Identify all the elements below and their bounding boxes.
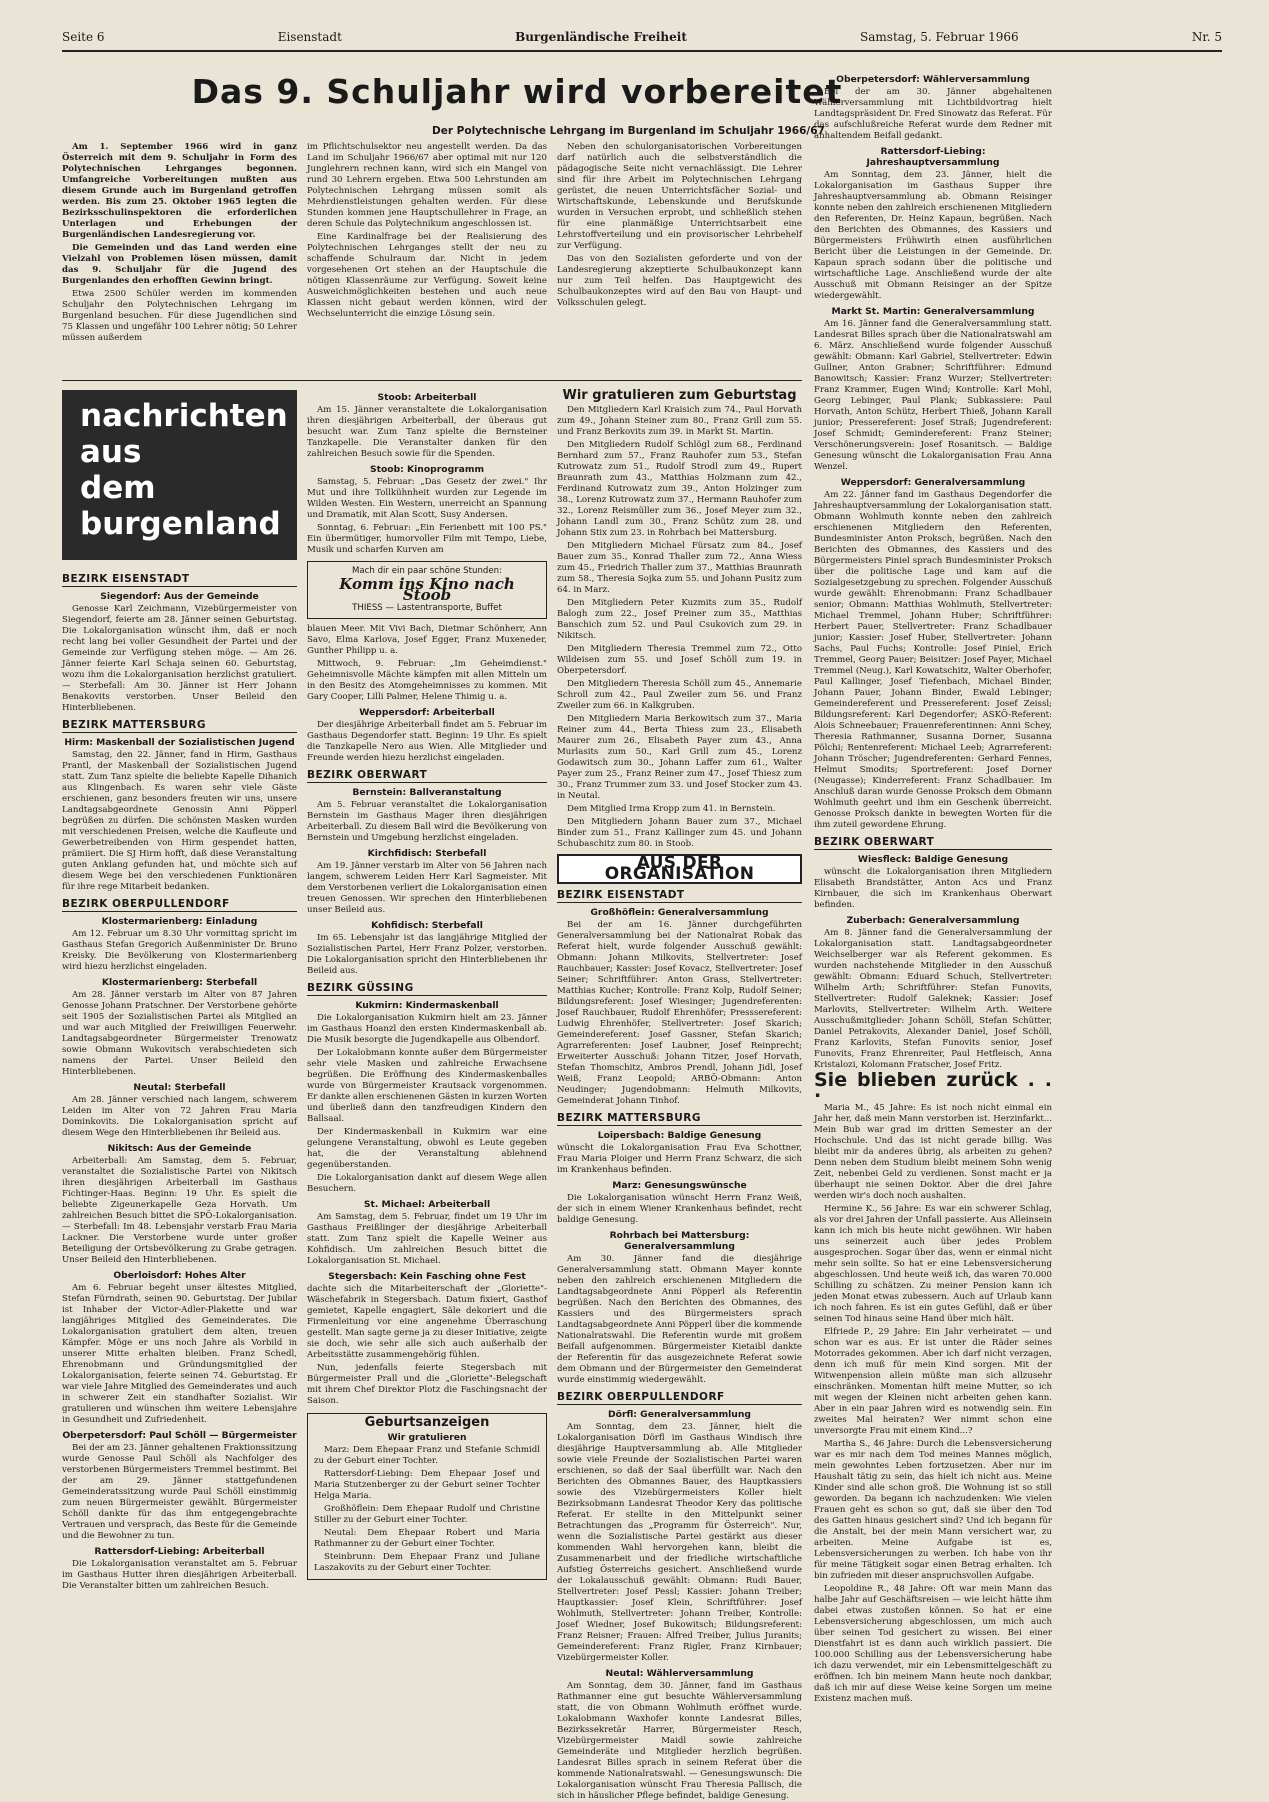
gratulieren-title: Wir gratulieren zum Geburtstag — [562, 388, 797, 403]
c1-s2: Samstag, den 22. Jänner, fand in Hirm, Gasthaus Prantl, der Maskenball der Sozialistischen Jugend statt. Zum Tanz spielte die beliebte Kapelle Dihanich aus Klingenbach. Es waren sehr viele Gäste erschienen, ganz besonders freuten wir uns, unsere Landtagsabgeordnete Genossin Anni Pöpperl begrüßen zu dürfen. Die schönsten Masken wurden mit verschiedenen Preisen, welche die Kaufleute und Gewerbetreibenden von Hirm gespendet hatten, prämiiert. Die SJ Hirm hofft, daß diese Veranstaltung guten Anklang gefunden hat, und möchte sich auf diesem Wege bei den verschiedenen Funktionären für ihre rege Mitarbeit bedanken. — [62, 750, 297, 892]
lead-p2: Die Gemeinden und das Land werden eine Vielzahl von Problemen lösen müssen, damit das 9. Schuljahr für die Jugend des Burgenlandes den erhofften Gewinn bringt. — [62, 243, 297, 286]
c2-s3: Der diesjährige Arbeiterball findet am 5. Februar im Gasthaus Degendorfer statt. Beginn: 19 Uhr. Es spielt die Tanzkapelle Nero aus Wien. Alle Mitglieder und Freunde werden hiezu herzlichst eingeladen. — [307, 720, 547, 763]
c2-s9: dachte sich die Mitarbeiterschaft der „Gloriette"-Wäschefabrik in Stegersbach. Datum fixiert, Gasthof gemietet, Kapelle engagiert, Säle dekoriert und die Firmenleitung vor eine angenehme Überraschung gestellt. Man sagte gerne ja zu dieser Initiative, zeigte sie doch, wie sehr alle sich auch außerhalb der Arbeitsstätte zusammengehörig fühlen. — [307, 1284, 547, 1360]
c1-s7-title: Oberloisdorf: Hohes Alter — [113, 1270, 246, 1281]
c4-s4: Am 22. Jänner fand im Gasthaus Degendorfer die Jahreshauptversammlung der Lokalorganisation statt. Obmann Wohlmuth konnte neben den zahlreich erschienenen Mitgliedern den Referenten, Bundesminister Anton Proksch, begrüßen. Nach den Berichten des Obmannes, des Kassiers und des Bürgermeisters Piniel sprach Bundesminister Proksch über die politische Lage und kam auf die Sozialgesetzgebung zu sprechen. Folgender Ausschuß wurde gewählt: Ehrenobmann: Franz Schadlbauer senior; Obmann: Matthias Wohlmuth, Stellvertreter: Michael Tremmel, Johann Huber; Schriftführer: Herbert Pauer, Stellvertreter: Franz Schadlbauer junior; Kassier: Josef Huber, Stellvertreter: Johann Sachs, Paul Fuchs; Kontrolle: Josef Piniel, Erich Tremmel, Georg Pauer; Beisitzer: Josef Payer, Michael Tremmel (Neug.), Karl Kowatschitz, Walter Oberhofer, Paul Kallinger, Josef Tiefenbach, Michael Binder, Johann Pauer, Johann Binder, Ewald Lebinger; Gemeindereferent und Pressereferent: Josef Zeissl; Bildungsreferent: Karl Degendorfer; ASKÖ-Referent: Alois Schneebauer; Frauenreferentinnen: Anni Schey, Theresia Rathmanner, Susanna Dorner, Susanna Pölchi; Rentenreferent: Michael Leeb; Agrarreferent: Johann Tröscher; Jugendreferenten: Gerhard Fennes, Helmut Smodits; Sportreferent: Josef Dorner (Neugasse); Kinderreferent: Franz Schadlbauer. Im Anschluß daran wurde Genosse Proksch dem Obmann Wohlmuth geehrt und ihm ein Geschenk überreicht. Genosse Proksch dankte in bewegten Worten für die ihm zuteil gewordene Ehrung. — [814, 490, 1052, 830]
geb-4: Neutal: Dem Ehepaar Robert und Maria Rathmanner zu der Geburt einer Tochter. — [314, 1528, 540, 1549]
c1-bezirk-oberpullendorf: BEZIRK OBERPULLENDORF — [62, 899, 297, 912]
box-line-3: dem — [80, 470, 156, 506]
c2-s8-title: St. Michael: Arbeiterball — [363, 1199, 491, 1210]
c4-b3: Elfriede P., 29 Jahre: Ein Jahr verheiratet — und schon war es aus. Er ist unter die Räder seines Motorrades gekommen. Aber ich darf nicht verzagen, denn ich muß für mein Kind sorgen. Mit der Witwenpension allein müßte man sich allzusehr einschränken. Momentan hilft meine Mutter, so ich mit wegen der Kleinen nicht arbeiten gehen kann. Aber in ein paar Jahren wird es notwendig sein. Ein zweites Mal heiraten? Wer nimmt schon eine unversorgte Frau mit einem Kind...? — [814, 1327, 1052, 1436]
c3-bezirk-mattersburg: BEZIRK MATTERSBURG — [557, 1113, 802, 1126]
issue-number: Nr. 5 — [1191, 30, 1222, 44]
c3-s5-title: Dörfl: Generalversammlung — [608, 1409, 751, 1420]
c1-bezirk-eisenstadt: BEZIRK EISENSTADT — [62, 574, 297, 587]
col-4 — [814, 70, 1052, 1775]
divider — [62, 380, 802, 381]
kino-ad — [307, 561, 547, 619]
c3-g6: Den Mitgliedern Theresia Schöll zum 45., Annemarie Schroll zum 42., Paul Zweiler zum 56. und Franz Zweiler zum 66. in Kalkgruben. — [557, 679, 802, 711]
nachrichten-box — [62, 390, 297, 560]
geb-3: Großhöflein: Dem Ehepaar Rudolf und Christine Stiller zu der Geburt einer Tochter. — [314, 1504, 540, 1525]
c1-s1: Genosse Karl Zeichmann, Vizebürgermeister von Siegendorf, feierte am 28. Jänner seinen Geburtstag. Die Lokalorganisation wünscht ihm, daß er noch recht lang bei voller Gesundheit der Partei und der Gemeinde zur Verfügung stehen möge. — Am 26. Jänner feierte Karl Schaja seinen 60. Geburtstag, wozu ihm die Lokalorganisation herzlichst gratuliert. — Sterbefall: Am 30. Jänner ist Herr Johann Benakovits verstorben. Unser Beileid den Hinterbliebenen. — [62, 604, 297, 713]
c4-s6: Am 8. Jänner fand die Generalversammlung der Lokalorganisation statt. Landtagsabgeordneter Weichselberger war als Referent gekommen. Es wurden nachstehende Mitglieder in den Ausschuß gewählt: Obmann: Eduard Schuch, Stellvertreter: Wilhelm Arth; Schriftführer: Stefan Funovits, Stellvertreter: Rudolf Galeknek; Kassier: Josef Marlovits, Stellvertreter: Wilhelm Arth. Weitere Ausschußmitglieder: Johann Schöll, Stefan Schütter, Daniel Petrakovits, Alexander Daniel, Josef Schöll, Franz Karlovits, Stefan Funovits senior, Josef Funovits, Franz Ehrenreiter, Paul Hetfleisch, Anna Kristalozi, Kolomann Fratscher, Josef Fritz. — [814, 928, 1052, 1070]
geb-2: Rattersdorf-Liebing: Dem Ehepaar Josef und Maria Stutzenberger zu der Geburt seiner Tochter Helga Maria. — [314, 1469, 540, 1501]
c4-s5-title: Wiesfleck: Baldige Genesung — [857, 854, 1009, 865]
ad-line-1: Mach dir ein paar schöne Stunden: — [352, 566, 502, 576]
c3-s4: Am 30. Jänner fand die diesjährige Generalversammlung statt. Obmann Mayer konnte neben den zahlreich erschienenen Mitgliedern die Landtagsabgeordnete Anni Pöpperl als Referentin begrüßen. Nach den Berichten des Obmannes, des Kassiers und des Bürgermeisters sprach Landtagsabgeordnete Anni Pöpperl über die kommende Nationalratswahl. Die Referentin wurde mit großem Beifall aufgenommen. Bürgermeister Kietaibl dankte der Referentin für das ausgezeichnete Referat sowie dem Obmann und der Bürgermeister den Gemeinderat wurde einstimmig wiedergewählt. — [557, 1254, 802, 1385]
c4-s3-title: Markt St. Martin: Generalversammlung — [831, 306, 1035, 317]
geb-5: Steinbrunn: Dem Ehepaar Franz und Juliane Laszakovits zu der Geburt einer Tochter. — [314, 1552, 540, 1573]
c4-s1: Bei der am 30. Jänner abgehaltenen Wählerversammlung mit Lichtbildvortrag hielt Landtagspräsident Dr. Fred Sinowatz das Referat. Für das aufschlußreiche Referat wurde dem Redner mit anhaltendem Beifall gedankt. — [814, 87, 1052, 141]
lead-col-1 — [62, 142, 297, 374]
c2-s5: Am 19. Jänner verstarb im Alter von 56 Jahren nach langem, schwerem Leiden Herr Karl Sagmeister. Mit dem Verstorbenen verliert die Lokalorganisation einen treuen Genossen. Wir sprechen den Hinterbliebenen unser Beileid aus. — [307, 861, 547, 915]
c2-bezirk-oberwart: BEZIRK OBERWART — [307, 770, 547, 783]
c2-s1-title: Stoob: Arbeiterball — [377, 392, 477, 403]
c4-s2: Am Sonntag, dem 23. Jänner, hielt die Lokalorganisation im Gasthaus Supper ihre Jahreshauptversammlung ab. Obmann Reisinger konnte neben den zahlreich erschienenen Mitgliedern den Referenten, Dr. Heinz Kapaun, begrüßen. Nach den Berichten des Obmannes, des Kassiers und Bürgermeisters Frühwirth einen ausführlichen Bericht über die Leistungen in der Gemeinde. Dr. Kapaun sprach sodann über die politische und wirtschaftliche Lage. Anschließend wurde der alte Ausschuß mit Obmann Reisinger an der Spitze wiedergewählt. — [814, 170, 1052, 301]
c3-g7: Den Mitgliedern Maria Berkowitsch zum 37., Maria Reiner zum 44., Berta Thiess zum 23., Elisabeth Maurer zum 26., Elisabeth Payer zum 43., Anna Murlasits zum 50., Karl Grill zum 45., Lorenz Godawitsch zum 30., Johann Laffer zum 61., Walter Payer zum 25., Franz Reiner zum 47., Josef Thiesz zum 30., Franz Trummer zum 33. und Josef Stocker zum 43. in Neutal. — [557, 714, 802, 801]
lead-p7: Das von den Sozialisten geforderte und von der Landesregierung akzeptierte Schulbaukonzept kann nur zum Teil helfen. Das Hauptgewicht des Schulbaukonzeptes wird auf den Bau von Haupt- und Volksschulen gelegt. — [557, 254, 802, 308]
subheadline: Der Polytechnische Lehrgang im Burgenland im Schuljahr 1966/67 — [432, 125, 825, 137]
lead-p6: Neben den schulorganisatorischen Vorbereitungen darf natürlich auch die selbstverständlich die pädagogische Seite nicht vernachlässigt. Die Lehrer sind für ihre Arbeit im Polytechnischen Lehrgang gerüstet, die neuen Unterrichtsfächer Sozial- und Wirtschaftskunde, Lebenskunde und Berufskunde wurden in Versuchen erprobt, und schließlich stehen für eine planmäßige Unterrichtsarbeit eine Lehrstoffverteilung und ein provisorischer Lehrbehelf zur Verfügung. — [557, 142, 802, 251]
col-1 — [62, 568, 297, 1775]
c1-s7: Am 6. Februar begeht unser ältestes Mitglied, Stefan Fürndrath, seinen 90. Geburtstag. Der Jubilar ist Inhaber der Victor-Adler-Plakette und war langjähriges Mitglied des Gemeinderates. Die Lokalorganisation gratuliert dem alten, treuen Kämpfer. Möge er uns noch Jahre als Vorbild in unserer Mitte erhalten bleiben. Franz Schedl, Ehrenobmann und Gründungsmitglied der Lokalorganisation, feierte seinen 74. Geburtstag. Er war viele Jahre Mitglied des Gemeinderates und auch in schwerer Zeit ein standhafter Sozialist. Wir gratulieren und wünschen ihm weitere Lebensjahre in Gesundheit und Zufriedenheit. — [62, 1283, 297, 1425]
c2-s2b: Sonntag, 6. Februar: „Ein Ferienbett mit 100 PS." Ein übermütiger, humorvoller Film mit Tempo, Liebe, Musik und scharfen Kurven am — [307, 523, 547, 555]
place: Eisenstadt — [277, 30, 342, 44]
ad-line-3: THIESS — Lastentransporte, Buffet — [352, 603, 502, 613]
c2-s7: Die Lokalorganisation Kukmirn hielt am 23. Jänner im Gasthaus Hoanzl den ersten Kindermaskenball ab. Die Musik besorgte die Jugendkapelle aus Olbendorf. — [307, 1013, 547, 1045]
c3-g3: Den Mitgliedern Michael Fürsatz zum 84., Josef Bauer zum 35., Konrad Thaller zum 72., Anna Wiess zum 45., Friedrich Thaller zum 37., Matthias Braunrath zum 58., Theresia Sojka zum 55. und Johann Pusitz zum 64. in Marz. — [557, 541, 802, 595]
c3-g9: Den Mitgliedern Johann Bauer zum 37., Michael Binder zum 51., Franz Kallinger zum 45. und Johann Schubaschitz zum 80. in Stoob. — [557, 817, 802, 849]
c3-g2: Den Mitgliedern Rudolf Schlögl zum 68., Ferdinand Bernhard zum 57., Franz Rauhofer zum 53., Stefan Kutrowatz zum 51., Rudolf Strodl zum 49., Rupert Braunrath zum 43., Matthias Holzmann zum 42., Ferdinand Kutrowatz zum 39., Anton Holzinger zum 38., Lorenz Kutrowatz zum 37., Hermann Rauhofer zum 32., Lorenz Reismüller zum 36., Josef Meyer zum 32., Johann Landl zum 30., Franz Schütz zum 28. und Johann Stix zum 23. in Rohrbach bei Mattersburg. — [557, 440, 802, 538]
lead-p4: im Pflichtschulsektor neu angestellt werden. Da das Land im Schuljahr 1966/67 aber optimal mit nur 120 Junglehrern rechnen kann, wird sich ein Mangel von rund 30 Lehrern ergeben. Etwa 500 Lehrstunden am Polytechnischen Lehrgang müssen somit als Mehrdienstleistungen gehalten werden. Für diese Stunden kommen jene Hauptschullehrer in Frage, an deren Schule das Polytechnikum angeschlossen ist. — [307, 142, 547, 229]
ad-line-2: Komm ins Kino nach Stoob — [339, 575, 515, 604]
geb-1: Marz: Dem Ehepaar Franz und Stefanie Schmidl zu der Geburt einer Tochter. — [314, 1445, 540, 1466]
c3-bezirk-eisenstadt: BEZIRK EISENSTADT — [557, 890, 802, 903]
geb-title: Geburtsanzeigen — [364, 1415, 490, 1430]
c2-s7b: Der Lokalobmann konnte außer dem Bürgermeister sehr viele Masken und zahlreiche Erwachsene begrüßen. Die Eröffnung des Kindermaskenballes wurde von Bürgermeister Krautsack vorgenommen. Er dankte allen erschienenen Gästen in kurzen Worten und überließ dann den tanzfreudigen Kindern den Ballsaal. — [307, 1048, 547, 1124]
c3-s4-title: Rohrbach bei Mattersburg: Generalversammlung — [609, 1230, 750, 1252]
paper-name: Burgenländische Freiheit — [515, 30, 687, 44]
c2-s2c: blauen Meer. Mit Vivi Bach, Dietmar Schönherr, Ann Savo, Elma Karlova, Josef Egger, Franz Muxeneder, Gunther Philipp u. a. — [307, 624, 547, 656]
lead-col-3 — [557, 142, 802, 374]
c3-s3-title: Marz: Genesungswünsche — [612, 1180, 747, 1191]
c3-s6: Am Sonntag, dem 30. Jänner, fand im Gasthaus Rathmanner eine gut besuchte Wählerversammlung statt, die von Obmann Wohlmuth eröffnet wurde. Lokalobmann Waxhofer konnte Landesrat Billes, Bezirkssekretär Harrer, Bürgermeister Resch, Vizebürgermeister Maidl sowie zahlreiche Gemeinderäte und Mitglieder herzlich begrüßen. Landesrat Billes sprach in seinem Referat über die kommende Nationalratswahl. — Genesungswunsch: Die Lokalorganisation wünscht Frau Theresia Pallisch, die sich in häuslicher Pflege befindet, baldige Genesung. — [557, 1681, 802, 1801]
c4-b5: Leopoldine R., 48 Jahre: Oft war mein Mann das halbe Jahr auf Geschäftsreisen — wie leicht hätte ihm dabei etwas zustoßen können. So hat er eine Lebensversicherung abgeschlossen, um mich auch über seinen Tod gesichert zu wissen. Bei einer Dienstfahrt ist es dann auch wirklich passiert. Die 100.000 Schilling aus der Lebensversicherung habe ich dazu verwendet, mir ein Lebensmittelgeschäft zu eröffnen. Ich bin meinem Mann heute noch dankbar, daß ich mir auf diese Weise keine Sorgen um meine Existenz machen muß. — [814, 1584, 1052, 1704]
c1-s4-title: Klostermarienberg: Sterbefall — [101, 977, 258, 988]
c1-s3: Am 12. Februar um 8.30 Uhr vormittag spricht im Gasthaus Stefan Gregorich Außenminister Dr. Bruno Kreisky. Die Bevölkerung von Klostermarienberg wird hiezu herzlichst eingeladen. — [62, 929, 297, 972]
c4-s6-title: Zuberbach: Generalversammlung — [846, 915, 1020, 926]
c1-s2-title: Hirm: Maskenball der Sozialistischen Jugend — [64, 737, 295, 748]
organisation-title: AUS DER ORGANISATION — [557, 854, 802, 884]
c4-b1: Maria M., 45 Jahre: Es ist noch nicht einmal ein Jahr her, daß mein Mann verstorben ist. Herzinfarkt... Mein Bub war grad im dritten Semester an der Hochschule. Und das ist nicht gerade billig. Was bleibt mir da anderes übrig, als arbeiten zu gehen? Denn neben dem Studium bleibt meinem Sohn wenig Zeit, nebenbei Geld zu verdienen. Sonst macht er ja überhaupt nie seinen Doktor. Aber die drei Jahre werden wir's doch noch aushalten. — [814, 1103, 1052, 1201]
c1-s6-title: Nikitsch: Aus der Gemeinde — [107, 1143, 252, 1154]
c1-s9-title: Rattersdorf-Liebing: Arbeiterball — [94, 1546, 265, 1557]
box-line-2: aus — [80, 434, 142, 470]
c4-b4: Martha S., 46 Jahre: Durch die Lebensversicherung war es mir nach dem Tod meines Mannes möglich, mein gewohntes Leben fortzusetzen. Aber nur im Haushalt tätig zu sein, das hielt ich nicht aus. Meine Kinder sind alle schon groß. Die Wohnung ist so still geworden. Da begann ich nachzudenken: Wie vielen Frauen geht es schon so gut, daß sie über den Tod des Gatten hinaus gesichert sind? Und ich begann für die Anstalt, bei der mein Mann versichert war, zu arbeiten. Meine Aufgabe ist es, Lebensversicherungen zu werben. Ich habe von ihr für meine Tätigkeit sogar einen Betrag erhalten. Ich bin zufrieden mit dieser anspruchsvollen Aufgabe. — [814, 1439, 1052, 1581]
c3-s2-title: Loipersbach: Baldige Genesung — [597, 1130, 762, 1141]
masthead — [62, 30, 1222, 52]
c4-s5: wünscht die Lokalorganisation ihren Mitgliedern Elisabeth Brandstätter, Anton Acs und Franz Kirnbauer, die sich im Krankenhaus Oberwart befinden. — [814, 867, 1052, 910]
c2-s8: Am Samstag, dem 5. Februar, findet um 19 Uhr im Gasthaus Freißlinger der diesjährige Arbeiterball statt. Zum Tanz spielt die Kapelle Weiner aus Kohfidisch. Um zahlreichen Besuch bittet die Lokalorganisation St. Michael. — [307, 1212, 547, 1266]
c3-s3: Die Lokalorganisation wünscht Herrn Franz Weiß, der sich in einem Wiener Krankenhaus befindet, recht baldige Genesung. — [557, 1193, 802, 1225]
newspaper-page — [62, 30, 1222, 1801]
blieben-title: Sie blieben zurück . . . — [814, 1069, 1052, 1102]
c3-bezirk-oberpullendorf: BEZIRK OBERPULLENDORF — [557, 1392, 802, 1405]
c2-s2-title: Stoob: Kinoprogramm — [369, 464, 485, 475]
c2-s2d: Mittwoch, 9. Februar: „Im Geheimdienst." Geheimnisvolle Mächte kämpfen mit allen Mitteln um in den Besitz des Atomgeheimnisses zu kommen. Mit Gary Cooper, Lilli Palmer, Helene Thimig u. a. — [307, 659, 547, 702]
c1-s1-title: Siegendorf: Aus der Gemeinde — [100, 591, 259, 602]
c2-s2: Samstag, 5. Februar: „Das Gesetz der zwei." Ihr Mut und ihre Tollkühnheit wurden zur Legende im Wilden Westen. Ein Western, unerreicht an Spannung und Dramatik, mit Alan Scott, Susy Andersen. — [307, 477, 547, 520]
c2-s7-title: Kukmirn: Kindermaskenball — [355, 1000, 499, 1011]
c2-s9b: Nun, jedenfalls feierte Stegersbach mit Bürgermeister Prall und die „Gloriette"-Belegschaft mit ihrem Chef Direktor Plotz die Faschingsnacht der Saison. — [307, 1363, 547, 1406]
c4-s4-title: Weppersdorf: Generalversammlung — [840, 477, 1026, 488]
c1-s4: Am 28. Jänner verstarb im Alter von 87 Jahren Genosse Johann Pratschner. Der Verstorbene gehörte seit 1905 der Sozialistischen Partei als Mitglied an und war auch Mitglied der Freiwilligen Feuerwehr. Landtagsabgeordneter Bürgermeister Trenowatz sowie Obmann Wukovitsch verabschiedeten sich namens der Partei. Unser Beileid den Hinterbliebenen. — [62, 990, 297, 1077]
c4-s1-title: Oberpetersdorf: Wählerversammlung — [836, 74, 1030, 85]
c3-s1-title: Großhöflein: Generalversammlung — [590, 907, 769, 918]
c1-s8: Bei der am 23. Jänner gehaltenen Fraktionssitzung wurde Genosse Paul Schöll als Nachfolger des verstorbenen Bürgermeisters Tremmel bestimmt. Bei der am 29. Jänner stattgefundenen Gemeinderatssitzung wurde Paul Schöll einstimmig zum neuen Bürgermeister gewählt. Bürgermeister Schöll dankte für das ihm entgegengebrachte Vertrauen und versprach, das Beste für die Gemeinde und die Bewohner zu tun. — [62, 1443, 298, 1541]
lead-col-2 — [307, 142, 547, 374]
c1-s9: Die Lokalorganisation veranstaltet am 5. Februar im Gasthaus Hutter ihren diesjährigen Arbeiterball. Die Veranstalter bitten um zahlreichen Besuch. — [62, 1559, 297, 1591]
c2-s9-title: Stegersbach: Kein Fasching ohne Fest — [328, 1271, 526, 1282]
c2-s3-title: Weppersdorf: Arbeiterball — [359, 707, 495, 718]
headline: Das 9. Schuljahr wird vorbereitet — [191, 72, 843, 111]
box-line-1: nachrichten — [80, 398, 288, 434]
c2-s1: Am 15. Jänner veranstaltete die Lokalorganisation ihren diesjährigen Arbeiterball, der überaus gut besucht war. Zum Tanz spielte die Bernsteiner Tanzkapelle. Die Veranstalter danken für den zahlreichen Besuch sowie für die Spenden. — [307, 405, 547, 459]
c4-s2-title: Rattersdorf-Liebing: Jahreshauptversammlung — [866, 146, 1000, 168]
geburtsanzeigen-box — [307, 1413, 547, 1580]
c1-s3-title: Klostermarienberg: Einladung — [101, 916, 258, 927]
col-2 — [307, 388, 547, 1775]
lead-p5: Eine Kardinalfrage bei der Realisierung des Polytechnischen Lehrganges stellt der neu zu schaffende Schulraum dar. Nicht in jedem vorgesehenen Ort stehen an der Hauptschule die nötigen Klassenräume zur Verfügung. Soweit keine Ausweichmöglichkeiten bestehen und auch neue Klassen nicht gebaut werden können, wird der Wechselunterricht die einzige Lösung sein. — [307, 232, 547, 319]
c1-s5: Am 28. Jänner verschied nach langem, schwerem Leiden im Alter von 72 Jahren Frau Maria Dominkovits. Die Lokalorganisation spricht auf diesem Wege den Hinterbliebenen ihr Beileid aus. — [62, 1095, 297, 1138]
c3-g8: Dem Mitglied Irma Kropp zum 41. in Bernstein. — [567, 804, 776, 814]
c3-s1: Bei der am 16. Jänner durchgeführten Generalversammlung bei der Nationalrat Robak das Referat hielt, wurde folgender Ausschuß gewählt: Obmann: Johann Milkovits, Stellvertreter: Josef Rauchbauer; Kassier: Josef Kovacz, Stellvertreter: Josef Seiner; Schriftführer: Anton Grass, Stellvertreter: Matthias Kucher; Kontrolle: Franz Kolp, Rudolf Seiner; Bildungsreferent: Josef Wiesinger; Jugendreferenten: Josef Rauchbauer, Rudolf Ehrenhöfer; Presssereferent: Ludwig Ehrenhöfer, Stellvertreter: Josef Skarich; Gemeindereferent: Josef Gassner, Stefan Skarich; Agrarreferenten: Josef Laubner, Josef Reinprecht; Erweiterter Ausschuß: Johann Titzer, Josef Horvath, Stefan Thomschitz, Ambros Prendl, Johann Jidl, Josef Weiß, Franz Leopold; ARBÖ-Obmann: Anton Neudinger; Jugendobmann: Helmuth Milkovits, Gemeinderat Johann Tinhof. — [557, 920, 802, 1106]
c3-g4: Den Mitgliedern Peter Kuzmits zum 35., Rudolf Balogh zum 22., Josef Preiner zum 35., Matthias Banschich zum 52. und Paul Csukovich zum 29. in Nikitsch. — [557, 598, 802, 641]
c3-g1: Den Mitgliedern Karl Kraisich zum 74., Paul Horvath zum 49., Johann Steiner zum 80., Franz Grill zum 55. und Franz Berkovits zum 39. in Markt St. Martin. — [557, 405, 802, 437]
issue-date: Samstag, 5. Februar 1966 — [860, 30, 1019, 44]
c2-s4: Am 5. Februar veranstaltet die Lokalorganisation Bernstein im Gasthaus Mager ihren diesjährigen Arbeiterball. Zu diesem Ball wird die Bevölkerung von Bernstein und Umgebung herzlichst eingeladen. — [307, 800, 547, 843]
c1-s6: Arbeiterball: Am Samstag, dem 5. Februar, veranstaltet die Sozialistische Partei von Nikitsch ihren diesjährigen Arbeiterball im Gasthaus Fichtinger-Haas. Beginn: 19 Uhr. Es spielt die beliebte Zigeunerkapelle Geza Horvath. Um zahlreichen Besuch bittet die SPÖ-Lokalorganisation. — Sterbefall: Im 48. Lebensjahr verstarb Frau Maria Lackner. Die Verstorbene wurde unter großer Beteiligung der Ortsbevölkerung zu Grabe getragen. Unser Beileid den Hinterbliebenen. — [62, 1156, 297, 1265]
c3-s5: Am Sonntag, dem 23. Jänner, hielt die Lokalorganisation Dörfl im Gasthaus Windisch ihre diesjährige Hauptversammlung ab. Alle Mitglieder sowie viele Freunde der Sozialistischen Partei waren erschienen, so daß der Saal überfüllt war. Nach den Berichten des Obmannes Bauer, des Hauptkassiers sowie des Vizebürgermeisters Koller hielt Bezirksobmann Landesrat Theodor Kery das politische Referat. Er stellte in den Mittelpunkt seiner Betrachtungen das „Programm für Österreich". Nur, wenn die Sozialistische Partei gestärkt aus dieser kommenden Wahl hervorgehen kann, bleibt die Zusammenarbeit und der friedliche wirtschaftliche Aufstieg Österreichs gesichert. Anschließend wurde der Lokalausschuß gewählt: Obmann: Rudi Bauer, Stellvertreter: Josef Pessl; Kassier: Johann Treiber; Hauptkassier: Josef Klein, Schriftführer: Josef Wohlmuth, Stellvertreter: Johann Treiber, Kontrolle: Josef Wiedner, Josef Bukowitsch; Bildungsreferent: Franz Reisner; Frauen: Alfred Treiber, Julius Juranits; Gemeindereferent: Franz Rigler, Franz Kirnbauer; Vizebürgermeister Koller. — [557, 1422, 802, 1663]
col-3 — [557, 388, 802, 1801]
c2-s5-title: Kirchfidisch: Sterbefall — [367, 848, 487, 859]
c1-s8-title: Oberpetersdorf: Paul Schöll — Bürgermeister — [62, 1430, 297, 1441]
c3-g5: Den Mitgliedern Theresia Tremmel zum 72., Otto Wildeisen zum 55. und Josef Schöll zum 19. in Oberpetersdorf. — [557, 644, 802, 676]
geb-subtitle: Wir gratulieren — [387, 1432, 467, 1443]
lead-p3: Etwa 2500 Schüler werden im kommenden Schuljahr den Polytechnischen Lehrgang im Burgenland besuchen. Für diese Jugendlichen sind 75 Klassen und ungefähr 100 Lehrer nötig; 50 Lehrer müssen außerdem — [62, 289, 297, 343]
c2-s4-title: Bernstein: Ballveranstaltung — [352, 787, 502, 798]
page-number: Seite 6 — [62, 30, 105, 44]
box-line-4: burgenland — [80, 506, 281, 542]
c2-bezirk-guessing: BEZIRK GÜSSING — [307, 983, 547, 996]
c1-s5-title: Neutal: Sterbefall — [133, 1082, 226, 1093]
c4-b2: Hermine K., 56 Jahre: Es war ein schwerer Schlag, als vor drei Jahren der Unfall passierte. Aus Alleinsein kann ich mich bis heute nicht gewöhnen. Wir haben uns seinerzeit auch über jedes Problem ausgesprochen. Sogar über das, wenn er einmal nicht mehr sein sollte. So hat er eine Lebensversicherung abgeschlossen. Und heute weiß ich, das waren 70.000 Schilling zu schätzen. Zu meiner Pension kann ich jeden Monat etwas zubessern. Auch auf Urlaub kann ich noch fahren. Es ist ein gutes Gefühl, daß er über seinen Tod hinaus seine Hand über mich hält. — [814, 1204, 1052, 1324]
c1-bezirk-mattersburg: BEZIRK MATTERSBURG — [62, 720, 297, 733]
c3-s6-title: Neutal: Wählerversammlung — [605, 1668, 754, 1679]
lead-p1: Am 1. September 1966 wird in ganz Österreich mit dem 9. Schuljahr in Form des Polytechnischen Lehrganges begonnen. Umfangreiche Vorbereitungen mußten aus diesem Grunde auch im Burgenland getroffen werden. Bis zum 25. Oktober 1965 legten die Bezirksschulinspektoren die erforderlichen Unterlagen und Erhebungen der Burgenländischen Landesregierung vor. — [62, 142, 297, 240]
c2-s7d: Die Lokalorganisation dankt auf diesem Wege allen Besuchern. — [307, 1173, 547, 1194]
c4-s3: Am 16. Jänner fand die Generalversammlung statt. Landesrat Billes sprach über die Nationalratswahl am 6. März. Anschließend wurde folgender Ausschuß gewählt: Obmann: Karl Gabriel, Stellvertreter: Edwin Gullner, Anton Grabner; Schriftführer: Edmund Banowitsch; Kassier: Franz Wurzer; Stellvertreter: Franz Krammer, Eugen Wind; Kontrolle: Karl Mohl, Georg Lebinger, Paul Plank; Subkassiere: Paul Horvath, Anton Schütz, Herbert Thieß, Johann Karall junior; Pressereferent: Josef Straß; Jugendreferent: Josef Schmidt; Gemindereferent: Franz Steiner; Verschönerungsverein: Josef Rosanitsch. — Baldige Genesung wünscht die Lokalorganisation Frau Anna Wenzel. — [814, 319, 1052, 472]
c2-s6: Im 65. Lebensjahr ist das langjährige Mitglied der Sozialistischen Partei, Herr Franz Polzer, verstorben. Die Lokalorganisation spricht den Hinterbliebenen ihr Beileid aus. — [307, 933, 547, 976]
c4-bezirk-oberwart: BEZIRK OBERWART — [814, 837, 1052, 850]
c2-s6-title: Kohfidisch: Sterbefall — [371, 920, 483, 931]
c3-s2: wünscht die Lokalorganisation Frau Eva Schottner, Frau Maria Ploiger und Herrn Franz Schwarz, die sich im Krankenhaus befinden. — [557, 1143, 802, 1175]
c2-s7c: Der Kindermaskenball in Kukmirn war eine gelungene Veranstaltung, obwohl es Leute gegeben hat, die der Veranstaltung ablehnend gegenüberstanden. — [307, 1127, 547, 1170]
